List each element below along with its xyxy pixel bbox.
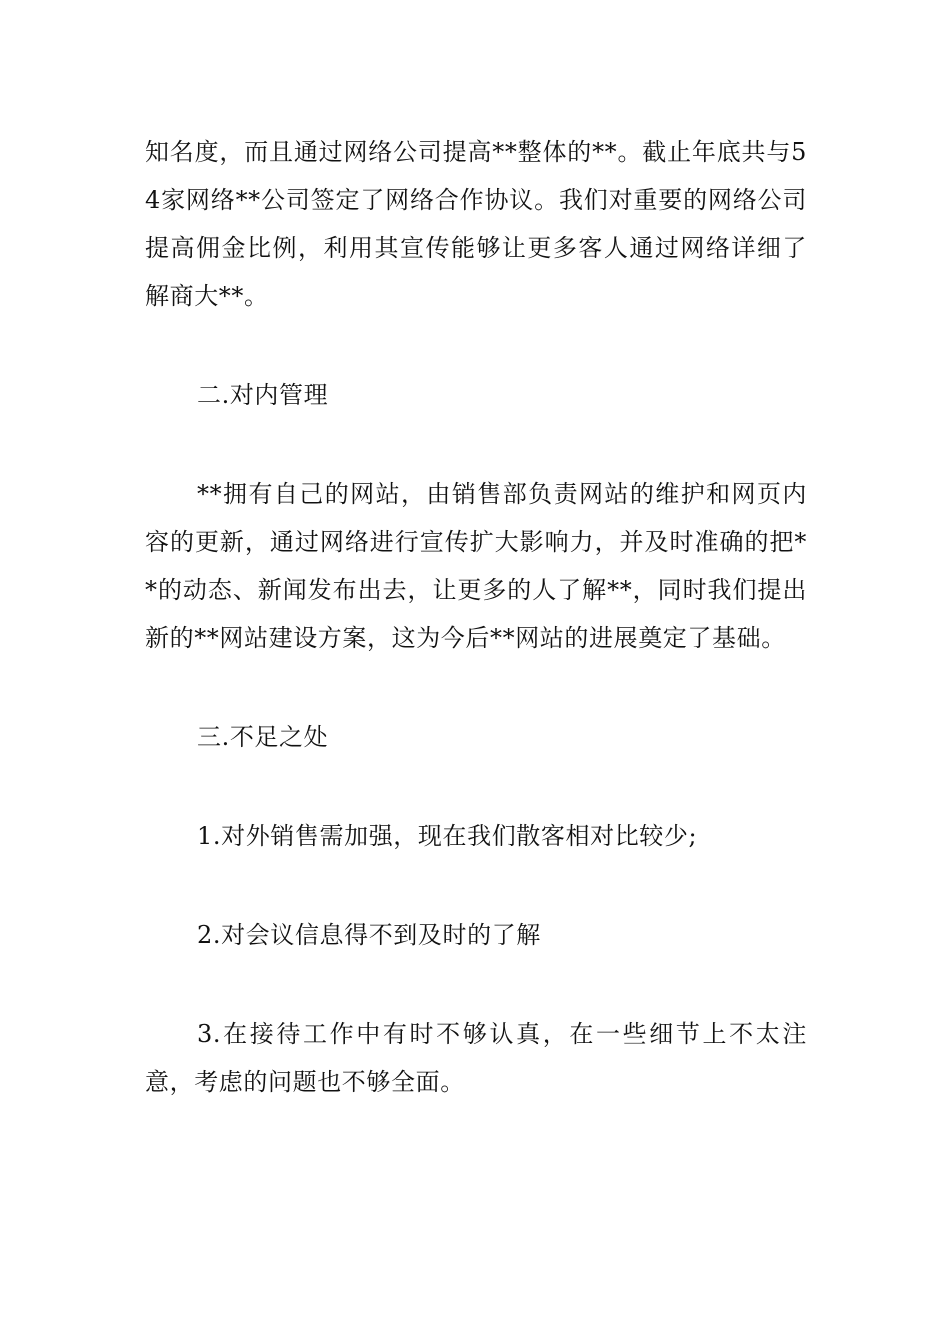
list-item-sales: 1.对外销售需加强，现在我们散客相对比较少; xyxy=(197,822,698,850)
section-heading-internal-management: 二.对内管理 xyxy=(197,381,329,409)
list-item-reception: 3.在接待工作中有时不够认真，在一些细节上不太注意，考虑的问题也不够全面。 xyxy=(145,1020,807,1096)
list-item-meeting-info: 2.对会议信息得不到及时的了解 xyxy=(197,921,541,949)
section-heading-shortcomings: 三.不足之处 xyxy=(197,723,329,751)
paragraph-website: **拥有自己的网站，由销售部负责网站的维护和网页内容的更新，通过网络进行宣传扩大影响力，并及时准确的把**的动态、新闻发布出去，让更多的人了解**，同时我们提出新的**网站建设方案，这为今后**网站的进展奠定了基础。 xyxy=(145,480,807,652)
paragraph-network-partners: 知名度，而且通过网络公司提高**整体的**。截止年底共与54家网络**公司签定了网络合作协议。我们对重要的网络公司提高佣金比例，利用其宣传能够让更多客人通过网络详细了解商大**。 xyxy=(145,138,807,310)
document-page xyxy=(145,128,807,1106)
